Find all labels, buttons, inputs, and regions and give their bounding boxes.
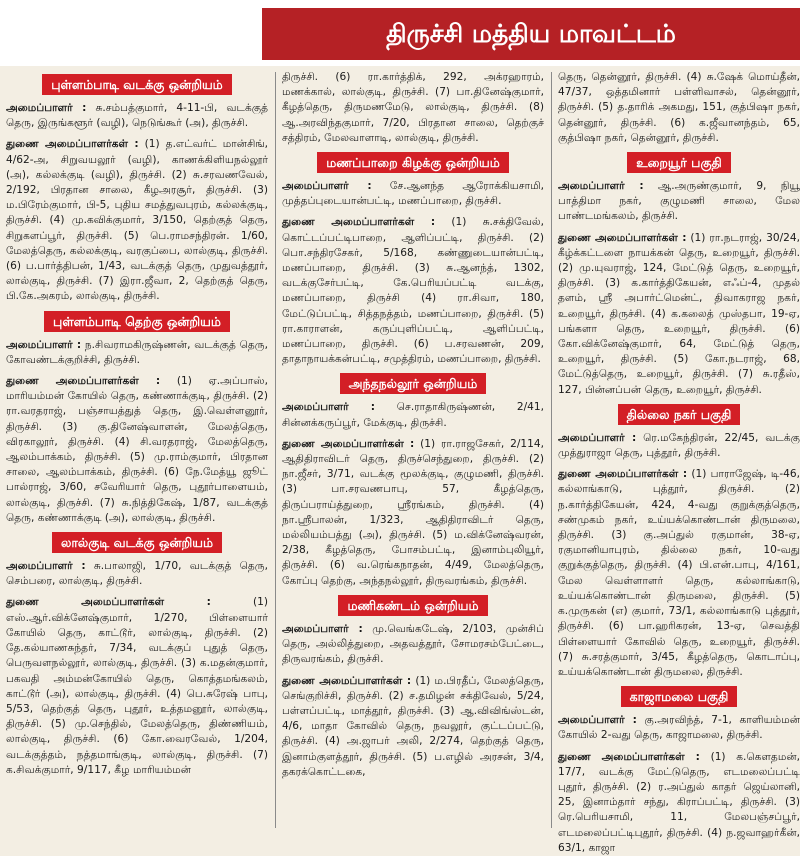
secretary-text: சு.பாலாஜி, 1/70, வடக்குத் தெரு, செம்பரை, லால்குடி, திருச்சி. — [6, 560, 268, 588]
section-thillai-nagar — [558, 404, 800, 680]
column-2 — [282, 70, 544, 830]
section-heading: புள்ளம்பாடி வடக்கு ஒன்றியம் — [42, 74, 231, 95]
secretary-label: அமைப்பாளர் : — [558, 714, 637, 727]
column-3 — [558, 70, 800, 854]
deputies-label: துணை அமைப்பாளர்கள் : — [6, 138, 139, 151]
deputies-entry — [558, 750, 800, 856]
secretary-entry — [6, 338, 268, 368]
deputies-text: (1) பாராஜேஷ், டி-46, கல்லாங்காடு, புத்தூர், திருச்சி. (2) ந.கார்த்திகேயன், 424, 4-வது குறுக்குத்தெரு, சண்முகம் நகர், உய்யக்கொண்டான் திருமலை, திருச்சி. (3) கு.அப்துல் ரகுமான், 38-ஏ, ரகுமானியாபுரம், தில்லை நகர், 10-வது குறுக்குத்தெரு, திருச்சி. (4) பி.என்.பாபு, 4/161, மேல வெள்ளாளர் தெரு, கல்லாங்காடு, உய்யக்கொண்டான் திருமலை, திருச்சி. (5) க.முருகன் (எ) குமார், 73/1, கல்லாங்காடு புத்தூர், திருச்சி. (6) பா.ஹரிகரன், 13-ஏ, செவத்தி பிள்ளையார் கோவில் தெரு, உறையூர், திருச்சி. (7) சு.சரத்குமார், 3/45, கீழத்தெரு, கொடாப்பு, உய்யக்கொண்டான் திருமலை, திருச்சி. — [558, 468, 800, 678]
deputies-entry — [282, 437, 544, 589]
section-heading: தில்லை நகர் பகுதி — [618, 404, 741, 425]
deputies-entry — [6, 374, 268, 526]
deputies-entry — [6, 137, 268, 304]
secretary-label: அமைப்பாளர் : — [282, 622, 363, 635]
deputies-label: துணை அமைப்பாளர்கள் : — [558, 468, 688, 481]
secretary-text: சு.சம்பத்குமார், 4-11-பி, வடக்குத் தெரு, இருங்களூர் (வழி), நெடுங்கூர் (அ), திருச்சி. — [6, 102, 268, 130]
deputies-entry — [282, 674, 544, 780]
secretary-label: அமைப்பாளர் : — [6, 102, 87, 114]
deputies-label: துணை அமைப்பாளர்கள் : — [6, 375, 161, 388]
section-heading: மணிகண்டம் ஒன்றியம் — [338, 595, 487, 616]
section-kajamalai — [558, 686, 800, 856]
secretary-label: அமைப்பாளர் : — [6, 560, 86, 573]
continued-text: திருச்சி. (6) ரா.கார்த்திக், 292, அக்ரஹாரம், மணக்கால், லால்குடி, திருச்சி. (7) பா.தினேஷ்குமார், கீழத்தெரு, திருமணமேடு, லால்குடி, திருச்சி. (8) ஆ.அரவிந்தகுமார், 7/20, பிரதான சாலை, தெற்குச் சத்திரம், மேலவாளாடி, லால்குடி, திருச்சி. — [282, 71, 544, 144]
deputies-entry — [558, 231, 800, 398]
secretary-text: ந.சிவராமகிருஷ்ணன், வடக்குத் தெரு, கோவண்டக்குறிச்சி, திருச்சி. — [6, 338, 268, 366]
section-heading: அந்தநல்லூர் ஒன்றியம் — [340, 373, 487, 394]
secretary-label: அமைப்பாளர் : — [558, 180, 644, 193]
section-anthanallur — [282, 373, 544, 588]
secretary-label: அமைப்பாளர் : — [6, 338, 82, 351]
deputies-entry — [282, 215, 544, 367]
secretary-text: கு.அரவிந்த், 7-1, காளியம்மன் கோயில் 2-வது தெரு, காஜாமலை, திருச்சி. — [558, 714, 800, 742]
banner-title: திருச்சி மத்திய மாவட்டம் — [386, 19, 676, 48]
deputies-label: துணை அமைப்பாளர்கள் : — [282, 674, 412, 687]
deputies-entry — [558, 467, 800, 680]
deputies-text: (1) ஏ.அப்பாஸ், மாரியம்மன் கோயில் தெரு, கண்ணாக்குடி, திருச்சி. (2) ரா.வரதராஜ், பஞ்சாயத்துத் தெரு, இ.வெள்ளனூர், திருச்சி. (3) கு.தினேஷ்வாளன், மேலத்தெரு, விரகாலூர், திருச்சி. (4) சி.வரதராஜ், மேலத்தெரு, ஆலம்பாக்கம், திருச்சி. (5) மு.ராம்குமார், பிரதான சாலை, ஆலம்பாக்கம், திருச்சி. (6) நே.மேத்யூ ஜூட் பால்ராஜ், 3/60, சவேரியார் தெரு, புதூர்பாளையம், லால்குடி, திருச்சி. (7) சு.நித்திகேஷ், 1/87, வடக்குத் தெரு, கண்ணாக்குடி (அ), லால்குடி, திருச்சி. — [6, 375, 268, 524]
secretary-text: மு.வெங்கடேஷ், 2/103, முன்சிப் தெரு, அல்லித்துறை, அதவத்தூர், சோமரசம்பேட்டை, திருவரங்கம், திருச்சி. — [282, 622, 544, 666]
secretary-label: அமைப்பாளர் : — [558, 431, 637, 444]
section-woraiyur — [558, 152, 800, 398]
continued-text: தெரு, தென்னூர், திருச்சி. (4) சு.ஷேக் மொய்தீன், 47/37, ஒத்தமினார் பள்ளிவாசல், தென்னூர், திருச்சி. (5) த.தாரிக் அகமது, 151, குத்பிஷா நகர், தென்னூர், திருச்சி. (6) க.ஜீவானந்தம், 65, குத்பிஷா நகர், தென்னூர், திருச்சி. — [558, 71, 800, 144]
section-lalgudi-north — [6, 532, 268, 778]
deputies-label: துணை அமைப்பாளர்கள் : — [282, 216, 436, 229]
section-heading: மணப்பாறை கிழக்கு ஒன்றியம் — [317, 152, 509, 173]
column-1 — [6, 70, 268, 830]
deputies-label: துணை அமைப்பாளர்கள் : — [558, 231, 687, 244]
section-heading: புள்ளம்பாடி தெற்கு ஒன்றியம் — [44, 311, 230, 332]
deputies-text: (1) க.கௌதமன், 17/7, வடக்கு மேட்டுதெரு, எடமலைப்பட்டி புதூர், திருச்சி. (2) ர.அப்துல் காதர் ஜெய்லானி, 25, இனாம்தார் சந்து, கிராப்பட்டி, திருச்சி. (3) ரெ.பெரியசாமி, 11, மேலபஞ்சப்பூர், எடமலைப்பட்டிபுதூர், திருச்சி. (4) ந.ஜவாஹர்கீன், 63/1, காஜா — [558, 750, 800, 854]
secretary-text: செ.ராதாகிருஷ்ணன், 2/41, சின்னக்கருப்பூர், மேக்குடி, திருச்சி. — [282, 401, 544, 429]
secretary-entry — [282, 400, 544, 430]
section-heading: காஜாமலை பகுதி — [621, 686, 738, 707]
deputies-text: (1) ரா.ராஜசேகர், 2/114, ஆதிதிராவிடர் தெரு, திருச்செந்துறை, திருச்சி. (2) நா.ஜீசர், 3/71, வடக்கு மூலக்குடி, குழுமணி, திருச்சி. (3) பா.சரவணபாபு, 57, கீழத்தெரு, திருப்பராய்த்துறை, ஸ்ரீரங்கம், திருச்சி. (4) நா.ஸ்ரீபாலன், 1/323, ஆதிதிராவிடர் தெரு, மல்லியம்பத்து (அ), திருச்சி. (5) ம.விக்னேஷ்வரன், 2/38, கீழத்தெரு, போசம்பட்டி, இனாம்புலியூர், திருச்சி. (6) வ.ரெங்கநாதன், 4/49, மேலத்தெரு, கோப்பு தெற்கு, அந்தநல்லூர், திருவரங்கம், திருச்சி. — [282, 437, 544, 587]
deputies-label: துணை அமைப்பாளர்கள் : — [558, 750, 700, 763]
secretary-entry — [6, 101, 268, 131]
secretary-entry — [6, 559, 268, 589]
deputies-label: துணை அமைப்பாளர்கள் : — [6, 596, 211, 609]
deputies-text: (1) சு.சக்திவேல், கொட்டப்பட்டிபாறை, ஆளிப்பட்டி, திருச்சி. (2) பொ.சந்திரசேகர், 5/168, கண்ணுடையான்பட்டி, மணப்பாறை, திருச்சி. (3) சு.ஆனந்த், 1302, வடக்குசேர்பட்டி, கே.பெரியப்பட்டி வடக்கு, மணப்பாறை, திருச்சி (4) ரா.சிவா, 180, மேட்டுப்பட்டி, சித்தநத்தம், மணப்பாறை, திருச்சி. (5) ரா.காராளன், கருப்புளிப்பட்டி, ஆளிப்பட்டி, மணப்பாறை, திருச்சி. (6) ப.சரவணன், 209, தாதாநாயக்கன்பட்டி, சமுத்திரம், மணப்பாறை, திருச்சி. — [282, 216, 545, 366]
column-divider — [275, 72, 276, 828]
section-heading: லால்குடி வடக்கு ஒன்றியம் — [52, 532, 222, 553]
section-manikandam — [282, 595, 544, 780]
section-pullambadi-south — [6, 311, 268, 526]
section-heading: உறையூர் பகுதி — [627, 152, 731, 173]
secretary-entry — [558, 431, 800, 461]
deputies-text: (1) த.எட்வர்ட் மான்சிங், 4/62-அ, சிறுவயலூர் (வழி), காணக்கிளியநல்லூர் (அ), கல்லக்குடி (வழி), திருச்சி. (2) சு.சரவணவேல், 2/192, பிரதான சாலை, கீழஅரசூர், திருச்சி. (3) ம.பிரேம்குமார், பி-5, புதிய சமத்துவபுரம், கல்லக்குடி, திருச்சி. (4) மு.கவிக்குமார், 3/150, தெற்குத் தெரு, சிறுகளப்பூர், திருச்சி. (5) பெ.ராமசந்திரன். 1/60, மேலத்தெரு, கல்லக்குடி, வரகுப்பை, லால்குடி, திருச்சி. (6) ப.பார்த்திபன், 1/43, வடக்குத் தெரு, முதுவத்தூர், லால்குடி, திருச்சி. (7) இரா.ஜீவா, 2, தெற்குத் தெரு, பி.கே.அகரம், லால்குடி, திருச்சி. — [6, 138, 269, 303]
deputies-entry — [6, 595, 268, 777]
secretary-label: அமைப்பாளர் : — [282, 180, 372, 193]
column-divider — [551, 72, 552, 828]
secretary-entry — [558, 713, 800, 743]
section-manapparai-east — [282, 152, 544, 367]
deputies-text: (1) ரா.நடராஜ், 30/24, கீழ்க்கட்டளை நாயக்கன் தெரு, உறையூர், திருச்சி. (2) மு.யுவராஜ், 124, மேட்டுத் தெரு, உறையூர், திருச்சி. (3) க.கார்த்திகேயன், எஃப்-4, முதல் தளம், ஸ்ரீ அபார்ட்மென்ட், திவாகராஜ நகர், உறையூர், திருச்சி. (4) க.கலைத் முஸ்தபா, 19-ஏ, பங்களா தெரு, உறையூர், திருச்சி. (6) கோ.விக்னேஷ்குமார், 64, மேட்டுத் தெரு, உறையூர், திருச்சி. (5) கோ.நடராஜ், 68, மேட்டுத்தெரு, உறையூர், திருச்சி. (7) சு.ரதீஸ், 127, பின்னப்பன் தெரு, உறையூர், திருச்சி. — [558, 231, 800, 396]
deputies-text: (1) ம.பிரதீப், மேலத்தெரு, செங்குறிச்சி, திருச்சி. (2) ச.தமிழன் சக்திவேல், 5/24, பள்ளப்பட்டி, மாத்தூர், திருச்சி. (3) ஆ.விவிங்ஸ்டன், 4/6, மாதா கோவில் தெரு, நவலூர், குட்டப்பட்டு, திருச்சி. (4) அ.ஜாபர் அலி, 2/274, தெற்குத் தெரு, இனாம்குளத்தூர், திருச்சி. (5) ப.எழில் அரசன், 3/4, தகரக்கொட்டகை, — [282, 674, 545, 778]
secretary-label: அமைப்பாளர் : — [282, 401, 375, 414]
secretary-entry — [558, 179, 800, 225]
secretary-text: சே.ஆனந்த ஆரோக்கியசாமி, முத்தப்புடையான்பட்டி, மணப்பாறை, திருச்சி. — [282, 180, 544, 208]
secretary-entry — [282, 179, 544, 209]
secretary-entry — [282, 622, 544, 668]
section-pullambadi-north — [6, 74, 268, 305]
deputies-label: துணை அமைப்பாளர்கள் : — [282, 437, 415, 450]
deputies-text: (1) எஸ்.ஆர்.விக்னேஷ்குமார், 1/270, பிள்ளையார் கோயில் தெரு, காட்டூர், லால்குடி, திருச்சி. (2) தே.கல்யாணசுந்தர், 7/34, வடக்குப் புதுத் தெரு, பெருவளநல்லூர், லால்குடி, திருச்சி. (3) க.மதன்குமார், பகவதி அம்மன்கோயில் தெரு, கொத்தமங்கலம், காட்டூர் (அ), லால்குடி, திருச்சி. (4) பெ.சுரேஷ் பாபு, 5/53, தெற்குத் தெரு, புதூர், உத்தமனூர், லால்குடி, திருச்சி. (5) மு.செந்தில், மேலத்தெரு, திண்ணியம், லால்குடி, திருச்சி. (6) கோ.வைரவேல், 1/204, வடக்குத்தம், நத்தமாங்குடி, லால்குடி, திருச்சி. (7) க.சிவக்குமார், 9/117, கீழ மாரியம்மன் — [6, 596, 268, 776]
secretary-text: ஆ.அருண்குமார், 9, நியூ பாத்திமா நகர், குழுமணி சாலை, மேல பாண்டமங்கலம், திருச்சி. — [558, 180, 800, 223]
secretary-text: ரெ.மகேந்திரன், 22/45, வடக்கு முத்துராஜா தெரு, புத்தூர், திருச்சி. — [558, 431, 800, 460]
page-banner — [0, 0, 800, 66]
